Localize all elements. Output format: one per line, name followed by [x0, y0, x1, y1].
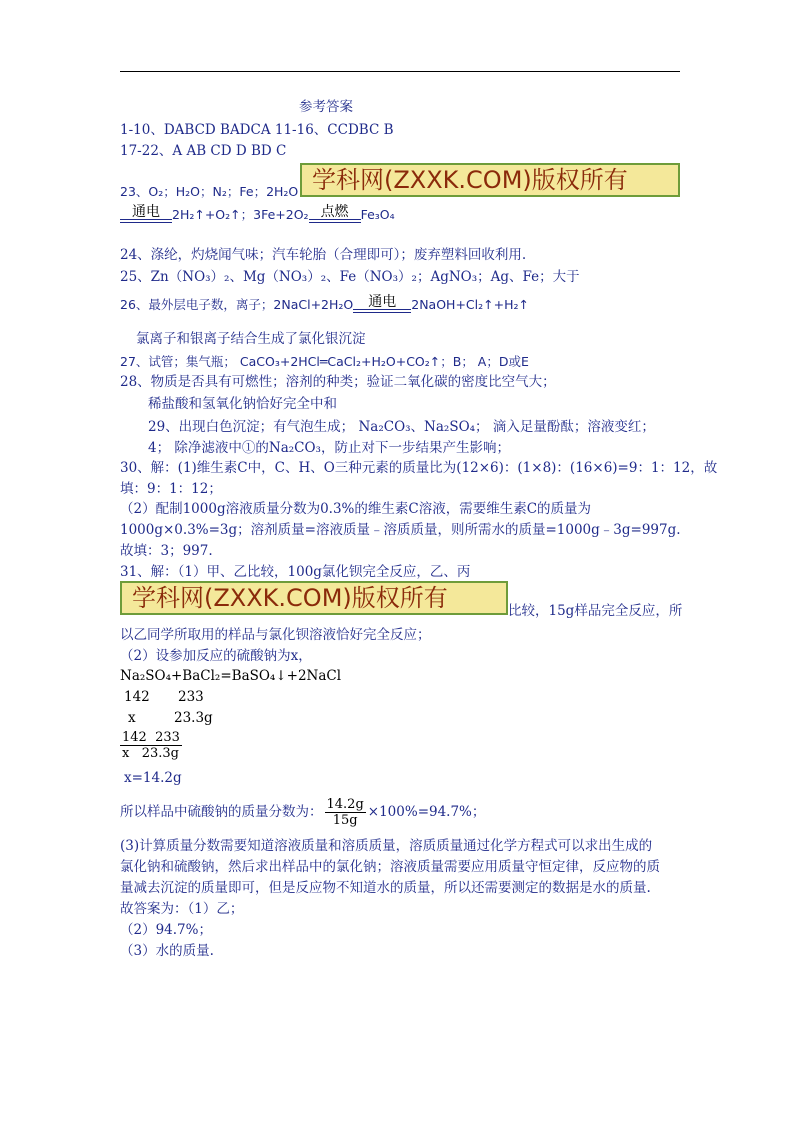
- equation-line: Na₂SO₄+BaCl₂=BaSO₄↓+2NaCl: [120, 668, 342, 684]
- answer-31-b: 比较，15g样品完全反应，所: [508, 603, 683, 619]
- reaction-condition-3: 通电: [353, 295, 411, 313]
- answer-31-d: （2）设参加反应的硫酸钠为x，: [120, 648, 312, 664]
- unknown-x: x: [128, 710, 136, 726]
- answer-31-n: （2）94.7%；: [120, 922, 212, 938]
- answer-30-c: （2）配制1000g溶液质量分数为0.3%的维生素C溶液，需要维生素C的质量为: [120, 501, 592, 517]
- answer-31-k: 氯化钠和硫酸钠，然后求出样品中的氯化钠；溶液质量需要应用质量守恒定律，反应物的质: [120, 859, 660, 875]
- mass-fraction: $\frac{14.2g}{15g}$: [326, 797, 364, 828]
- answer-23-b: 通电 2H₂↑+O₂↑；3Fe+2O₂ 点燃 Fe₃O₄: [120, 205, 395, 223]
- answer-29-a: 29、出现白色沉淀；有气泡生成； Na₂CO₃、Na₂SO₄； 滴入足量酚酞；溶液变红；: [148, 419, 655, 435]
- answer-31-c: 以乙同学所取用的样品与氯化钡溶液恰好完全反应；: [120, 627, 431, 643]
- answer-31-a: 31、解：（1）甲、乙比较，100g氯化钡完全反应，乙、丙: [120, 564, 471, 580]
- mass-precipitate: 23.3g: [174, 710, 213, 726]
- answer-30-d: 1000g×0.3%=3g；溶剂质量=溶液质量﹣溶质质量，则所需水的质量=1000g﹣3g=997g.: [120, 522, 681, 538]
- molar-mass-na2so4: 142: [124, 689, 150, 705]
- header-rule: [120, 71, 680, 72]
- answer-line-1: 1-10、DABCD BADCA 11-16、CCDBC B: [120, 122, 394, 138]
- answer-x-value: x=14.2g: [124, 770, 182, 786]
- answer-26-a: 26、最外层电子数，离子；2NaCl+2H₂O 通电 2NaOH+Cl₂↑+H₂↑: [120, 294, 529, 312]
- answer-line-2: 17-22、A AB CD D BD C: [120, 143, 287, 159]
- answer-30-e: 故填：3；997.: [120, 543, 213, 559]
- molar-mass-baso4: 233: [178, 689, 204, 705]
- reaction-condition-2: 点燃: [309, 205, 361, 223]
- answer-24: 24、涤纶，灼烧闻气味；汽车轮胎（合理即可）；废弃塑料回收利用.: [120, 247, 527, 263]
- answer-31-l: 量减去沉淀的质量即可，但是反应物不知道水的质量，所以还需要测定的数据是水的质量.: [120, 880, 651, 896]
- reaction-condition-1: 通电: [120, 205, 172, 223]
- answer-30-a: 30、解：(1)维生素C中，C、H、O三种元素的质量比为(12×6)：(1×8)：(16×6)=9：1：12，故: [120, 460, 718, 476]
- answer-31-o: （3）水的质量.: [120, 943, 214, 959]
- watermark-2: 学科网(ZXXK.COM)版权所有: [120, 581, 508, 615]
- answer-29-b: 4； 除净滤液中①的Na₂CO₃，防止对下一步结果产生影响；: [148, 440, 510, 456]
- answer-27: 27、试管；集气瓶； CaCO₃+2HCl═CaCl₂+H₂O+CO₂↑；B； A；D或E: [120, 354, 529, 369]
- mass-fraction-line: 所以样品中硫酸钠的质量分数为： $\frac{14.2g}{15g}$ ×100%=94.7%；: [120, 797, 486, 828]
- answer-28-b: 稀盐酸和氢氧化钠恰好完全中和: [148, 396, 337, 412]
- answer-28-a: 28、物质是否具有可燃性；溶剂的种类；验证二氧化碳的密度比空气大；: [120, 374, 556, 390]
- answer-25: 25、Zn（NO₃）₂、Mg（NO₃）₂、Fe（NO₃）₂；AgNO₃；Ag、Fe；大于: [120, 269, 580, 285]
- proportion-fraction: $\frac{142 233}{x 23.3g}$: [122, 730, 180, 761]
- answer-31-j: (3)计算质量分数需要知道溶液质量和溶质质量，溶质质量通过化学方程式可以求出生成的: [120, 838, 653, 854]
- answer-26-b: 氯离子和银离子结合生成了氯化银沉淀: [136, 331, 366, 347]
- page-title: 参考答案: [299, 99, 353, 115]
- answer-31-m: 故答案为：（1）乙；: [120, 901, 244, 917]
- answer-23-a: 23、O₂；H₂O；N₂；Fe；2H₂O: [120, 184, 299, 199]
- watermark-1: 学科网(ZXXK.COM)版权所有: [300, 163, 680, 197]
- answer-30-b: 填：9：1：12；: [120, 481, 222, 497]
